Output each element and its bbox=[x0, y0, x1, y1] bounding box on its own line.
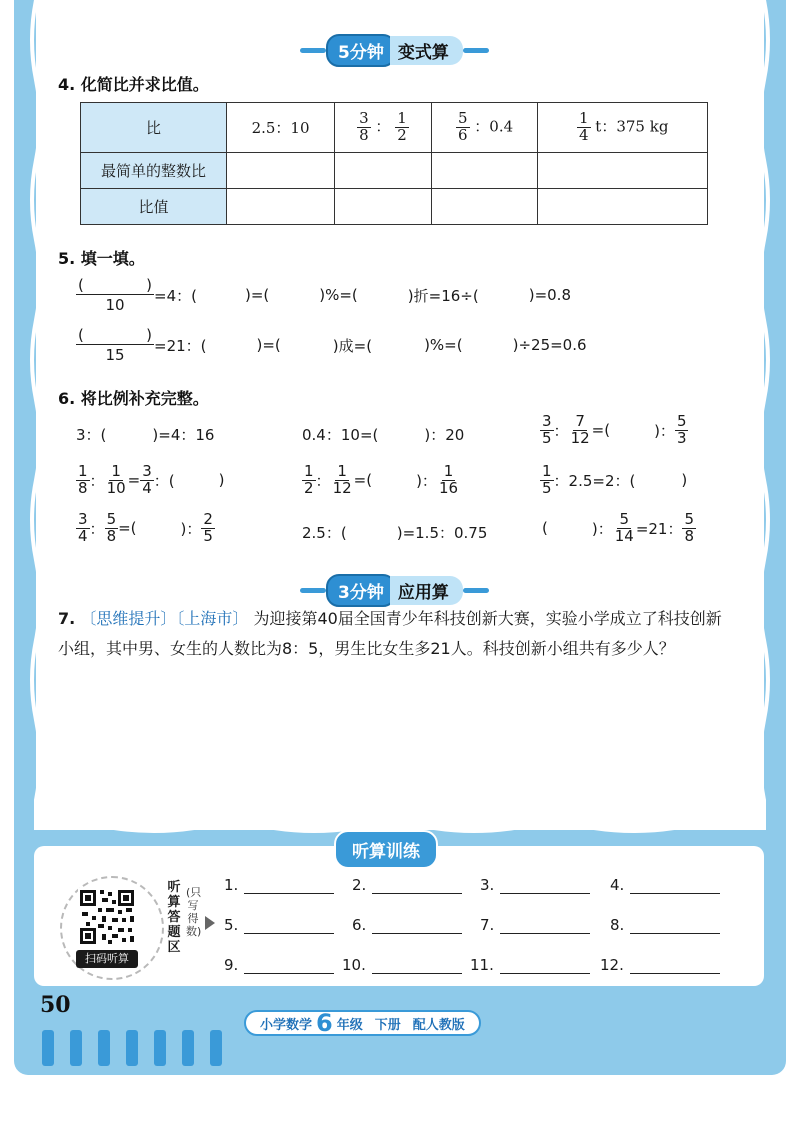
denominator: 2 bbox=[397, 126, 407, 144]
expr-part: 0.4：10=( bbox=[302, 426, 379, 444]
proportion-item bbox=[76, 512, 215, 545]
expr-part: ) bbox=[218, 471, 225, 490]
section-header-variant bbox=[300, 34, 489, 67]
tag-thinking: 〔思维提升〕 bbox=[80, 609, 177, 628]
fraction bbox=[540, 464, 554, 497]
expr-part: =( bbox=[591, 421, 611, 440]
fraction bbox=[613, 512, 636, 545]
denominator: 4 bbox=[578, 126, 589, 144]
expr-part: )： bbox=[591, 519, 613, 538]
answer-number: 10. bbox=[342, 956, 366, 974]
answer-zone-label: 听算答题区 bbox=[167, 880, 181, 955]
answer-slot-11[interactable] bbox=[470, 956, 590, 974]
expr-part: =21：( bbox=[154, 336, 207, 355]
colon: ： bbox=[89, 471, 105, 490]
answer-cell[interactable] bbox=[335, 189, 432, 225]
ratio-cell bbox=[538, 103, 708, 153]
colon: ： bbox=[315, 471, 331, 490]
denominator: 8 bbox=[359, 126, 369, 144]
answer-number: 12. bbox=[600, 956, 624, 974]
triangle-arrow-icon bbox=[205, 916, 215, 930]
question-5-title: 5. 填一填。 bbox=[58, 249, 145, 268]
answer-number: 3. bbox=[480, 876, 495, 894]
proportion-item bbox=[76, 464, 225, 497]
answer-slot-5[interactable] bbox=[224, 916, 334, 934]
ratio-sep: t：375 kg bbox=[595, 117, 669, 136]
numerator: 5 bbox=[619, 510, 630, 528]
expr-part: )：20 bbox=[424, 426, 465, 444]
answer-line[interactable] bbox=[630, 918, 720, 934]
fraction bbox=[357, 111, 371, 144]
fraction bbox=[302, 464, 316, 497]
numerator: 3 bbox=[78, 510, 88, 528]
fraction bbox=[395, 111, 409, 144]
denominator: 10 bbox=[106, 478, 126, 497]
fraction bbox=[105, 464, 128, 497]
question-4-title: 4. 化简比并求比值。 bbox=[58, 75, 209, 94]
header-dash-left bbox=[300, 48, 326, 53]
answer-line[interactable] bbox=[630, 878, 720, 894]
numerator: 7 bbox=[575, 412, 585, 430]
footer-grade: 年级 bbox=[336, 1017, 363, 1033]
answer-line[interactable] bbox=[244, 878, 334, 894]
expr-part: )： bbox=[654, 421, 675, 440]
answer-number: 2. bbox=[352, 876, 367, 894]
ratio-sep: ： bbox=[375, 117, 391, 136]
proportion-item bbox=[302, 424, 464, 445]
answer-slot-1[interactable] bbox=[224, 876, 334, 894]
ratio-text: 2.5：10 bbox=[251, 119, 310, 137]
expr-part: )成=( bbox=[332, 336, 373, 355]
page-number: 50 bbox=[40, 992, 71, 1018]
numerator: 1 bbox=[578, 109, 589, 128]
section-title: 应用算 bbox=[390, 576, 463, 605]
answer-slot-2[interactable] bbox=[352, 876, 462, 894]
fraction bbox=[675, 414, 689, 447]
denominator: 6 bbox=[457, 126, 468, 144]
header-dash-right bbox=[463, 588, 489, 593]
question-6-title: 6. 将比例补充完整。 bbox=[58, 389, 209, 408]
fill-line-1 bbox=[76, 276, 571, 314]
answer-number: 11. bbox=[470, 956, 494, 974]
answer-line[interactable] bbox=[500, 918, 590, 934]
fraction bbox=[437, 464, 460, 497]
answer-slot-9[interactable] bbox=[224, 956, 334, 974]
numerator: 1 bbox=[111, 462, 121, 480]
answer-number: 5. bbox=[224, 916, 239, 934]
footer-term: 下册 bbox=[374, 1017, 401, 1033]
fraction bbox=[76, 512, 90, 545]
expr-part: ( bbox=[542, 519, 548, 538]
proportion-item bbox=[302, 464, 460, 497]
answer-number: 6. bbox=[352, 916, 367, 934]
expr-part: =( bbox=[118, 519, 137, 538]
answer-cell[interactable] bbox=[538, 153, 708, 189]
numerator: 3 bbox=[359, 109, 369, 128]
expr-part: ) bbox=[681, 471, 688, 490]
expr-part: =4：( bbox=[154, 286, 197, 305]
header-dash-left bbox=[300, 588, 326, 593]
denominator: 14 bbox=[614, 526, 634, 545]
numerator: 3 bbox=[142, 462, 152, 480]
proportion-item bbox=[76, 424, 214, 445]
proportion-item bbox=[302, 522, 487, 543]
answer-slot-8[interactable] bbox=[610, 916, 720, 934]
numerator: 3 bbox=[542, 412, 552, 430]
colon: ： bbox=[89, 519, 105, 538]
expr-part: 2.5：( bbox=[302, 524, 347, 542]
numerator: 2 bbox=[203, 510, 213, 528]
footer-grade-number: 6 bbox=[316, 1009, 333, 1037]
answer-slot-4[interactable] bbox=[610, 876, 720, 894]
fraction bbox=[569, 414, 592, 447]
denominator: 10 bbox=[105, 296, 125, 314]
denominator: 4 bbox=[142, 478, 152, 497]
numerator: 5 bbox=[684, 510, 695, 528]
row-label: 比 bbox=[81, 103, 227, 153]
denominator: 5 bbox=[542, 478, 552, 497]
blank-fraction[interactable]: ( ) 15 bbox=[78, 326, 152, 364]
answer-line[interactable] bbox=[244, 918, 334, 934]
expr-part: = bbox=[127, 471, 141, 490]
answer-slot-10[interactable] bbox=[342, 956, 462, 974]
numerator: 1 bbox=[397, 109, 407, 128]
denominator: 8 bbox=[78, 478, 88, 497]
numerator: 1 bbox=[542, 462, 552, 480]
proportion-item bbox=[540, 464, 687, 497]
fill-line-2 bbox=[76, 326, 587, 364]
footer-edition: 配人教版 bbox=[412, 1017, 465, 1033]
fraction bbox=[456, 111, 470, 144]
answer-number: 1. bbox=[224, 876, 239, 894]
expr-part: ：( bbox=[153, 471, 175, 490]
expr-part: )： bbox=[416, 471, 437, 490]
denominator: 12 bbox=[570, 428, 590, 447]
section-title: 变式算 bbox=[390, 36, 463, 65]
section-time-badge: 3分钟 bbox=[326, 574, 396, 607]
ratio-cell bbox=[227, 103, 335, 153]
ratio-sep: ：0.4 bbox=[474, 117, 514, 136]
answer-slot-7[interactable] bbox=[480, 916, 590, 934]
blank-fraction[interactable]: ( ) 10 bbox=[78, 276, 152, 314]
proportion-item bbox=[540, 414, 688, 447]
answer-number: 7. bbox=[480, 916, 495, 934]
expr-part: )： bbox=[180, 519, 202, 538]
header-dash-right bbox=[463, 48, 489, 53]
answer-line[interactable] bbox=[500, 878, 590, 894]
answer-slot-12[interactable] bbox=[600, 956, 720, 974]
answer-cell[interactable] bbox=[431, 153, 538, 189]
numerator: 5 bbox=[106, 510, 117, 528]
expr-part: 3：( bbox=[76, 426, 107, 444]
answer-line[interactable] bbox=[372, 918, 462, 934]
fraction bbox=[682, 512, 696, 545]
fraction bbox=[577, 111, 591, 144]
table-row bbox=[81, 153, 708, 189]
question-text: 为迎接第40届全国青少年科技创新大赛，实验小学成立了科技创新小组，其中男、女生的人数比为8：5，男生比女生多21人。科技创新小组共有多少人？ bbox=[58, 609, 722, 658]
expr-part: )=4：16 bbox=[152, 426, 215, 444]
answer-line[interactable] bbox=[500, 958, 590, 974]
qr-scan-label[interactable]: 扫码听算 bbox=[76, 950, 138, 968]
answer-cell[interactable] bbox=[227, 153, 335, 189]
question-number: 7. bbox=[58, 609, 76, 628]
tag-region: 〔上海市〕 bbox=[176, 609, 249, 628]
expr-part: )=1.5：0.75 bbox=[396, 524, 488, 542]
answer-cell[interactable] bbox=[538, 189, 708, 225]
answer-cell[interactable] bbox=[227, 189, 335, 225]
answer-line[interactable] bbox=[244, 958, 334, 974]
expr-part: )÷25=0.6 bbox=[512, 336, 587, 354]
numerator: 1 bbox=[304, 462, 314, 480]
question-7 bbox=[58, 604, 730, 664]
denominator: 8 bbox=[684, 526, 695, 545]
row-label: 比值 bbox=[81, 189, 227, 225]
fraction bbox=[331, 464, 354, 497]
denominator: 2 bbox=[304, 478, 314, 497]
answer-line[interactable] bbox=[372, 958, 462, 974]
fraction bbox=[201, 512, 215, 545]
expr-part: )折=16÷( bbox=[407, 286, 479, 305]
answer-slot-6[interactable] bbox=[352, 916, 462, 934]
expr-part: )%=( bbox=[424, 336, 463, 354]
denominator: 5 bbox=[542, 428, 552, 447]
ratio-cell bbox=[431, 103, 538, 153]
expr-part: ：2.5=2：( bbox=[553, 471, 636, 490]
denominator: 3 bbox=[676, 428, 687, 447]
table-row bbox=[81, 189, 708, 225]
numerator: 1 bbox=[337, 462, 347, 480]
denominator: 15 bbox=[105, 346, 125, 364]
denominator: 12 bbox=[332, 478, 352, 497]
qr-code-icon[interactable] bbox=[78, 888, 136, 946]
proportion-item bbox=[542, 512, 696, 545]
denominator: 4 bbox=[78, 526, 88, 545]
expr-part: )=0.8 bbox=[528, 286, 571, 304]
answer-zone-note: (只写得数) bbox=[186, 886, 202, 938]
numerator: 1 bbox=[78, 462, 88, 480]
denominator: 8 bbox=[106, 526, 117, 545]
answer-number: 8. bbox=[610, 916, 625, 934]
expr-part: )%=( bbox=[319, 286, 358, 304]
row-label: 最简单的整数比 bbox=[81, 153, 227, 189]
answer-cell[interactable] bbox=[335, 153, 432, 189]
fraction bbox=[105, 512, 119, 545]
fraction bbox=[140, 464, 154, 497]
answer-number: 9. bbox=[224, 956, 239, 974]
expr-part: =21： bbox=[635, 519, 683, 538]
section-header-application bbox=[300, 574, 489, 607]
numerator: 1 bbox=[443, 462, 454, 480]
footer-book-info bbox=[244, 1010, 481, 1036]
numerator: 5 bbox=[457, 109, 468, 128]
footer-subject: 小学数学 bbox=[260, 1017, 313, 1033]
answer-number: 4. bbox=[610, 876, 625, 894]
ratio-table bbox=[80, 102, 708, 225]
answer-line[interactable] bbox=[372, 878, 462, 894]
denominator: 5 bbox=[203, 526, 213, 545]
expr-part: )=( bbox=[256, 336, 281, 354]
numerator: 5 bbox=[676, 412, 687, 430]
table-row bbox=[81, 103, 708, 153]
answer-cell[interactable] bbox=[431, 189, 538, 225]
fraction bbox=[76, 464, 90, 497]
section-time-badge: 5分钟 bbox=[326, 34, 396, 67]
denominator: 16 bbox=[438, 478, 459, 497]
ratio-cell bbox=[335, 103, 432, 153]
fraction bbox=[540, 414, 554, 447]
listening-section-title: 听算训练 bbox=[334, 830, 438, 869]
answer-line[interactable] bbox=[630, 958, 720, 974]
expr-part: =( bbox=[353, 471, 373, 490]
answer-slot-3[interactable] bbox=[480, 876, 590, 894]
colon: ： bbox=[553, 421, 569, 440]
expr-part: )=( bbox=[244, 286, 270, 304]
